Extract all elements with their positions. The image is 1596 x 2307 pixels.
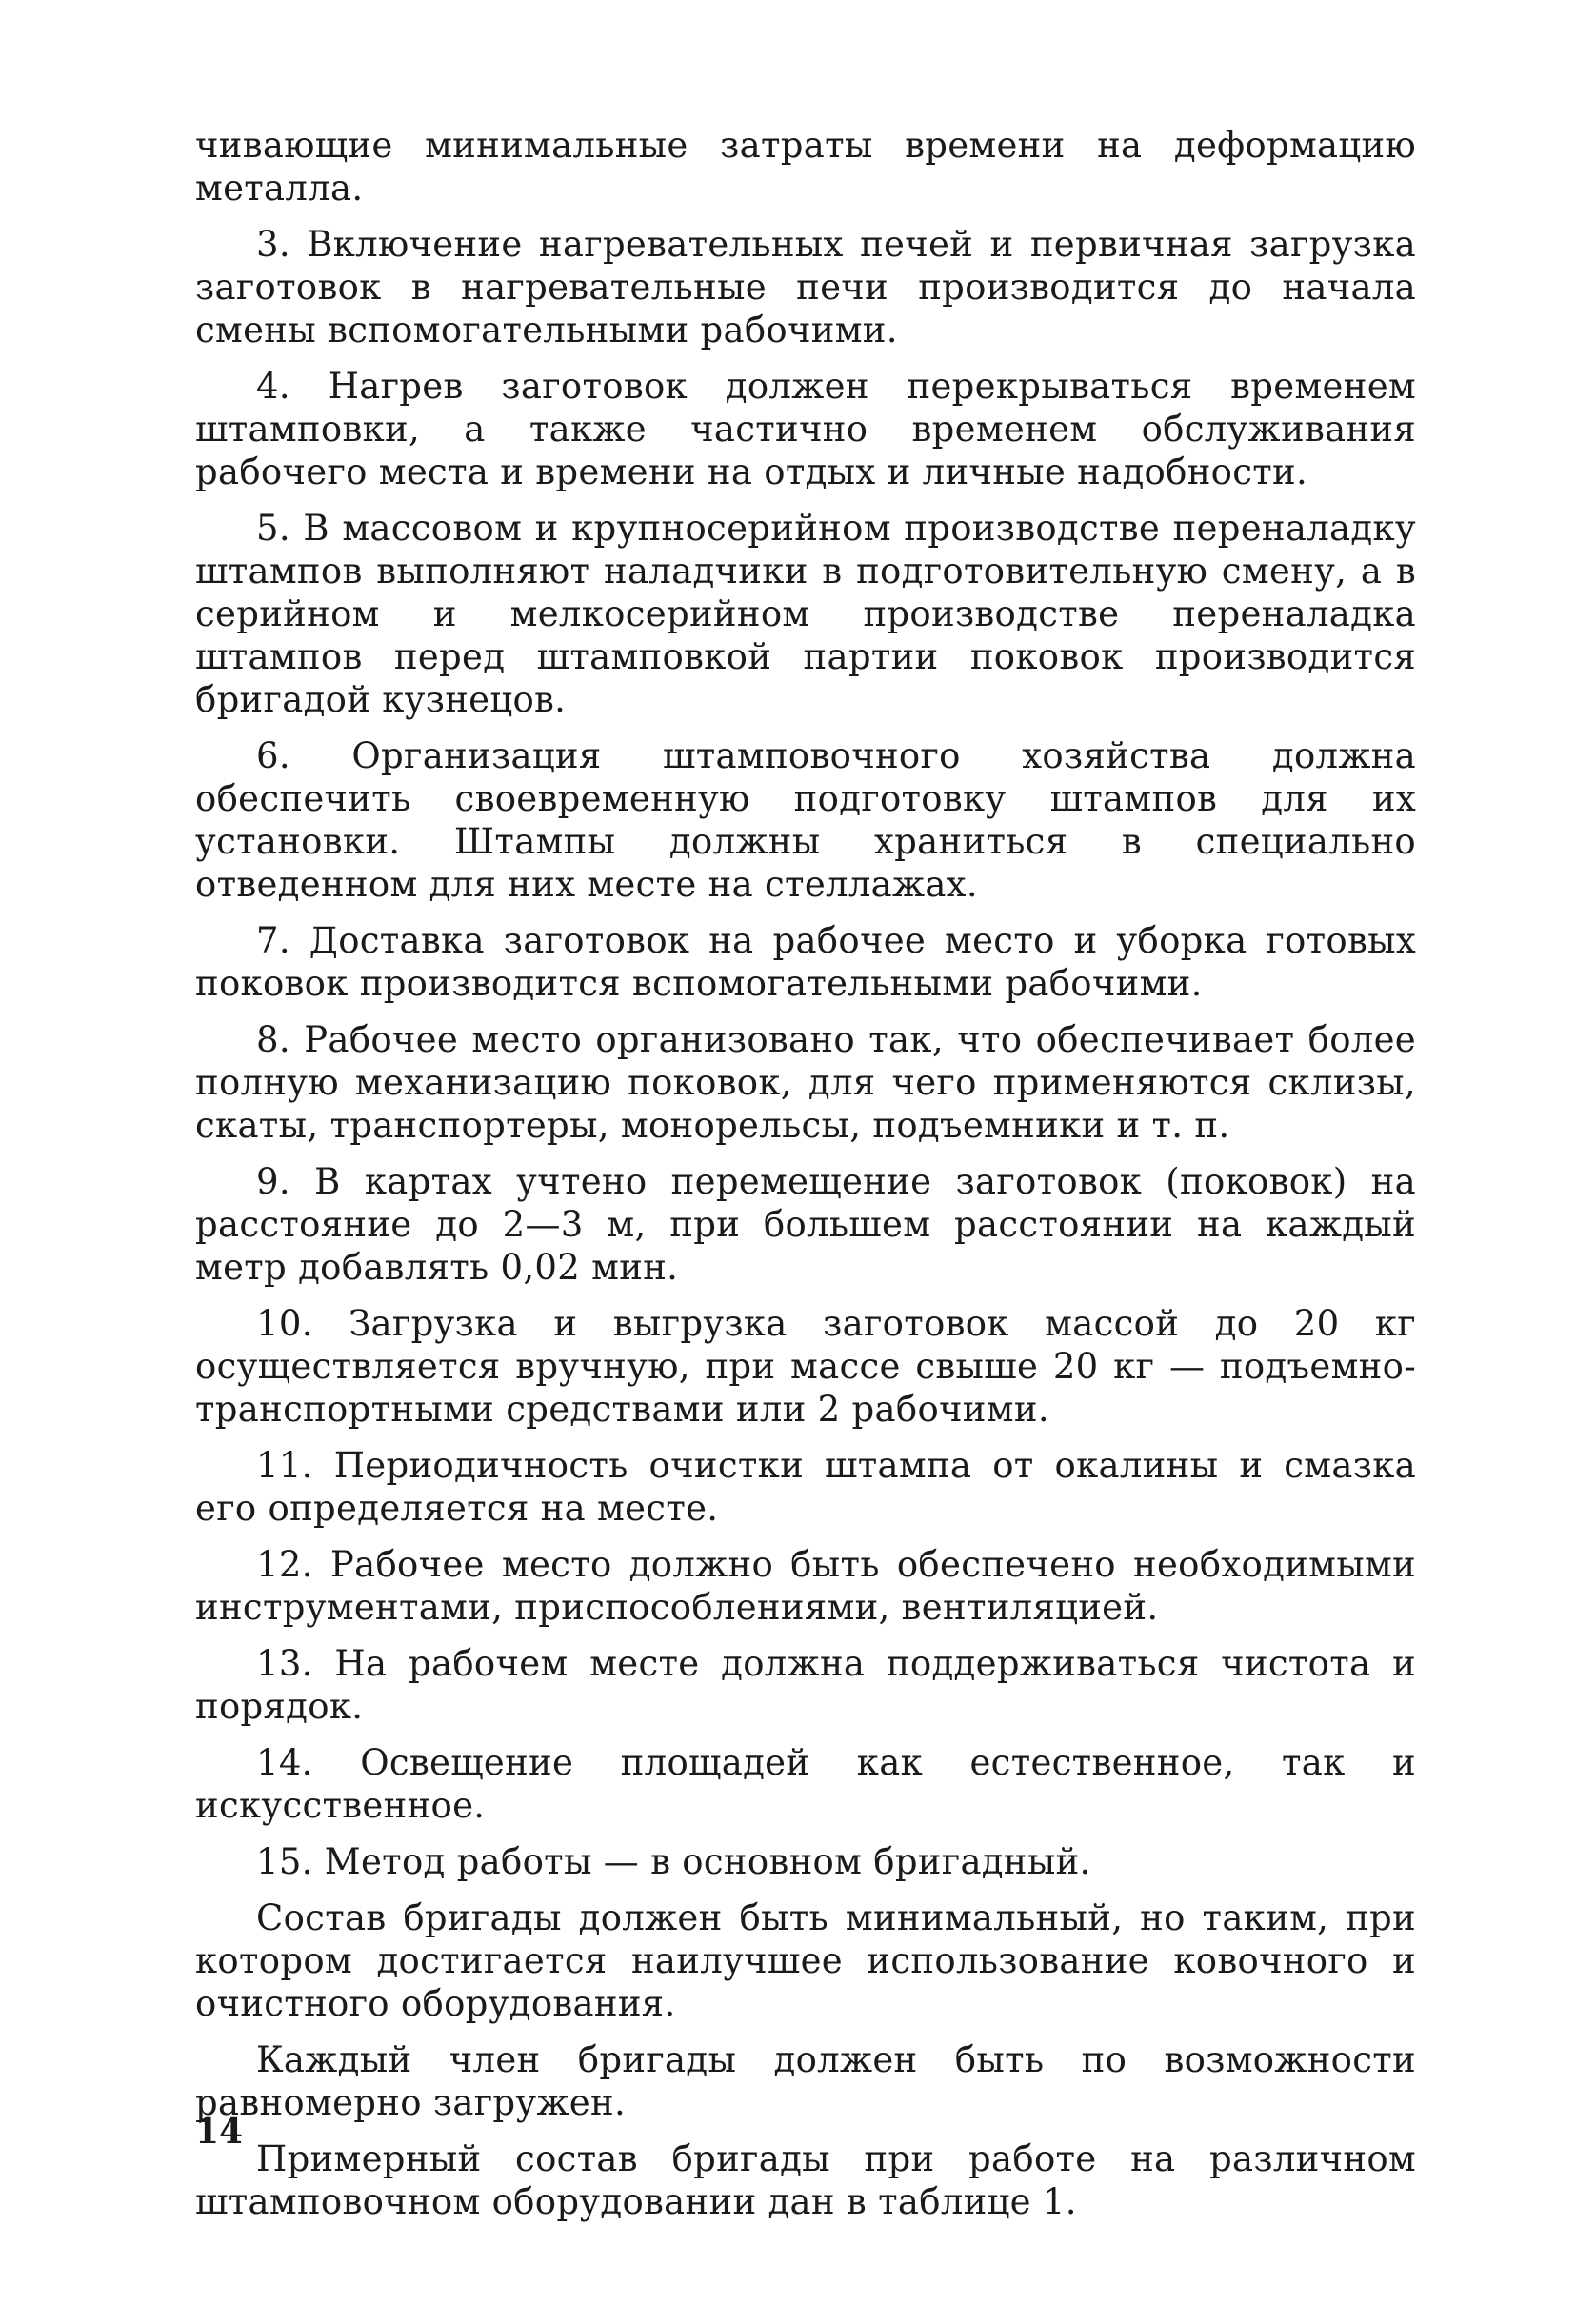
paragraph-item-3: 3. Включение нагревательных печей и первичная загрузка заготовок в нагревательные печи производится до начала смены вспомогательными рабочими. [195,224,1416,351]
paragraph-item-11: 11. Периодичность очистки штампа от окалины и смазка его определяется на месте. [195,1445,1416,1529]
paragraph-item-9: 9. В картах учтено перемещение заготовок (поковок) на расстояние до 2—3 м, при большем расстоянии на каждый метр добавлять 0,02 мин. [195,1161,1416,1288]
paragraph-item-7: 7. Доставка заготовок на рабочее место и уборка готовых поковок производится вспомогательными рабочими. [195,920,1416,1004]
text-body [195,124,1416,2237]
paragraph-table-reference: Примерный состав бригады при работе на различном штамповочном оборудовании дан в таблице 1. [195,2138,1416,2222]
paragraph-item-5: 5. В массовом и крупносерийном производстве переналадку штампов выполняют наладчики в подготовительную смену, а в серийном и мелкосерийном производстве переналадка штампов перед штамповкой партии поковок производится бригадой кузнецов. [195,508,1416,720]
paragraph-item-8: 8. Рабочее место организовано так, что обеспечивает более полную механизацию поковок, для чего применяются склизы, скаты, транспортеры, монорельсы, подъемники и т. п. [195,1019,1416,1146]
paragraph-item-13: 13. На рабочем месте должна поддерживаться чистота и порядок. [195,1643,1416,1727]
paragraph-item-12: 12. Рабочее место должно быть обеспечено необходимыми инструментами, приспособлениями, вентиляцией. [195,1544,1416,1628]
paragraph-item-6: 6. Организация штамповочного хозяйства должна обеспечить своевременную подготовку штампов для их установки. Штампы должны храниться в специально отведенном для них месте на стеллажах. [195,735,1416,905]
paragraph-team-composition: Состав бригады должен быть минимальный, но таким, при котором достигается наилучшее использование ковочного и очистного оборудования. [195,1897,1416,2024]
paragraph-team-load: Каждый член бригады должен быть по возможности равномерно загружен. [195,2039,1416,2123]
paragraph-item-10: 10. Загрузка и выгрузка заготовок массой до 20 кг осуществляется вручную, при массе свыше 20 кг — подъемно-транспортными средствами или 2 рабочими. [195,1303,1416,1430]
page-number: 14 [195,2112,244,2152]
paragraph-item-14: 14. Освещение площадей как естественное, так и искусственное. [195,1742,1416,1826]
paragraph-continuation: чивающие минимальные затраты времени на деформацию металла. [195,125,1416,209]
paragraph-item-4: 4. Нагрев заготовок должен перекрываться временем штамповки, а также частично временем обслуживания рабочего места и времени на отдых и личные надобности. [195,366,1416,492]
paragraph-item-15: 15. Метод работы — в основном бригадный. [256,1841,1091,1882]
